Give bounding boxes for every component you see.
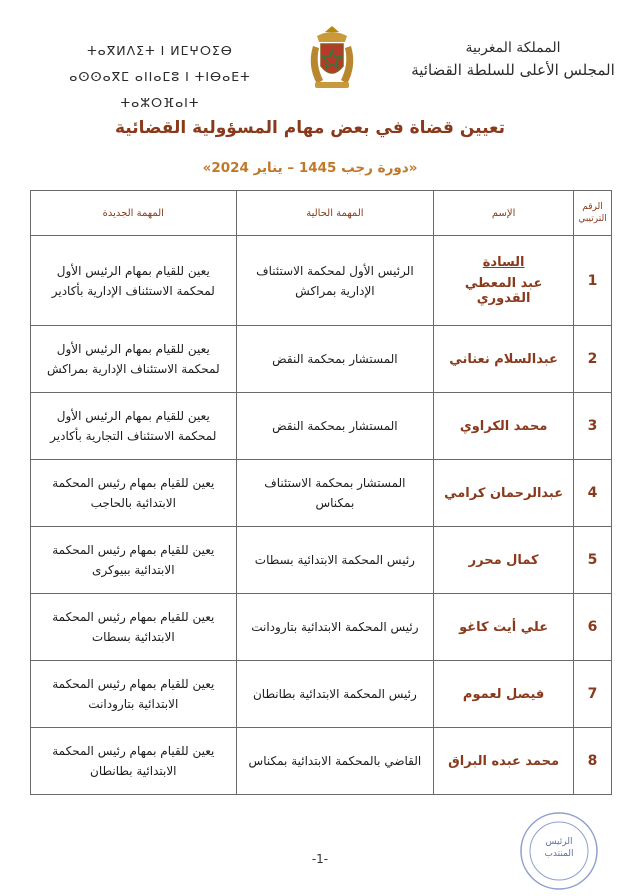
- row-new-role: يعين للقيام بمهام رئيس المحكمة الابتدائية بطانطان: [31, 728, 237, 795]
- row-new-role: يعين للقيام بمهام رئيس المحكمة الابتدائية بالحاجب: [31, 460, 237, 527]
- royal-emblem-icon: [303, 26, 361, 92]
- row-new-role: يعين للقيام بمهام الرئيس الأول لمحكمة الاستئناف الإدارية بمراكش: [31, 326, 237, 393]
- row-current-role: المستشار بمحكمة النقض: [236, 393, 434, 460]
- row-current-role: المستشار بمحكمة النقض: [236, 326, 434, 393]
- table-row: [31, 661, 612, 728]
- table-row: [31, 236, 612, 326]
- appointments-table: [30, 190, 612, 795]
- header-tifinagh: [60, 38, 260, 116]
- table-row: [31, 594, 612, 661]
- page-number: -1-: [311, 852, 329, 866]
- header-current-role: المهمة الحالية: [236, 191, 434, 236]
- table-header-row: [31, 191, 612, 236]
- row-name: [434, 236, 574, 326]
- header-arabic: [408, 38, 618, 82]
- row-new-role: يعين للقيام بمهام رئيس المحكمة الابتدائية ببيوكرى: [31, 527, 237, 594]
- row-name: محمد عبده البراق: [434, 728, 574, 795]
- row-new-role: يعين للقيام بمهام رئيس المحكمة الابتدائية بتارودانت: [31, 661, 237, 728]
- row-current-role: رئيس المحكمة الابتدائية بطانطان: [236, 661, 434, 728]
- row-new-role: يعين للقيام بمهام الرئيس الأول لمحكمة الاستئناف الإدارية بأكادير: [31, 236, 237, 326]
- row-name: علي أيت كاغو: [434, 594, 574, 661]
- stamp-label: [518, 836, 600, 860]
- row-current-role: الرئيس الأول لمحكمة الاستئناف الإدارية بمراكش: [236, 236, 434, 326]
- header-name: الإسم: [434, 191, 574, 236]
- document-title: تعيين قضاة في بعض مهام المسؤولية القضائية: [114, 118, 506, 138]
- row-current-role: رئيس المحكمة الابتدائية بسطات: [236, 527, 434, 594]
- row-name: عبدالسلام نعناني: [434, 326, 574, 393]
- row-number: 3: [574, 393, 612, 460]
- header-new-role: المهمة الجديدة: [31, 191, 237, 236]
- row-current-role: المستشار بمحكمة الاستئناف بمكناس: [236, 460, 434, 527]
- table-row: [31, 326, 612, 393]
- row-number: 2: [574, 326, 612, 393]
- row-current-role: القاضي بالمحكمة الابتدائية بمكناس: [236, 728, 434, 795]
- table-row: [31, 393, 612, 460]
- honorific-label: السادة: [482, 255, 525, 270]
- row-name: عبدالرحمان كرامي: [434, 460, 574, 527]
- row-number: 7: [574, 661, 612, 728]
- header-arabic-line1: المملكة المغربية: [465, 40, 561, 56]
- row-number: 8: [574, 728, 612, 795]
- table-row: [31, 527, 612, 594]
- row-number: 4: [574, 460, 612, 527]
- stamp-line2: المنتدب: [544, 849, 574, 859]
- table-row: [31, 728, 612, 795]
- header-arabic-line2: المجلس الأعلى للسلطة القضائية: [411, 61, 615, 79]
- table-row: [31, 460, 612, 527]
- row-name: كمال محرر: [434, 527, 574, 594]
- document-subtitle: «دورة رجب 1445 – يناير 2024»: [202, 160, 418, 176]
- row-name: محمد الكراوي: [434, 393, 574, 460]
- row-name-text: عبد المعطي القدوري: [464, 276, 543, 306]
- row-new-role: يعين للقيام بمهام الرئيس الأول لمحكمة الاستئناف التجارية بأكادير: [31, 393, 237, 460]
- row-number: 6: [574, 594, 612, 661]
- row-new-role: يعين للقيام بمهام رئيس المحكمة الابتدائية بسطات: [31, 594, 237, 661]
- row-name: فيصل لعموم: [434, 661, 574, 728]
- header-tifinagh-line2: ⴰⵙⵙⴰⴳⵎ ⴰⵏⵏⴰⵎⵓ ⵏ ⵜⵏⴱⴰⴹⵜ ⵜⴰⵣⵔⴼⴰⵏⵜ: [69, 69, 251, 110]
- row-current-role: رئيس المحكمة الابتدائية بتارودانت: [236, 594, 434, 661]
- stamp-line1: الرئيس: [545, 837, 573, 847]
- header-number: الرقم الترتيبي: [574, 191, 612, 236]
- header-tifinagh-line1: ⵜⴰⴳⵍⴷⵉⵜ ⵏ ⵍⵎⵖⵔⵉⴱ: [87, 43, 233, 58]
- row-number: 5: [574, 527, 612, 594]
- row-number: 1: [574, 236, 612, 326]
